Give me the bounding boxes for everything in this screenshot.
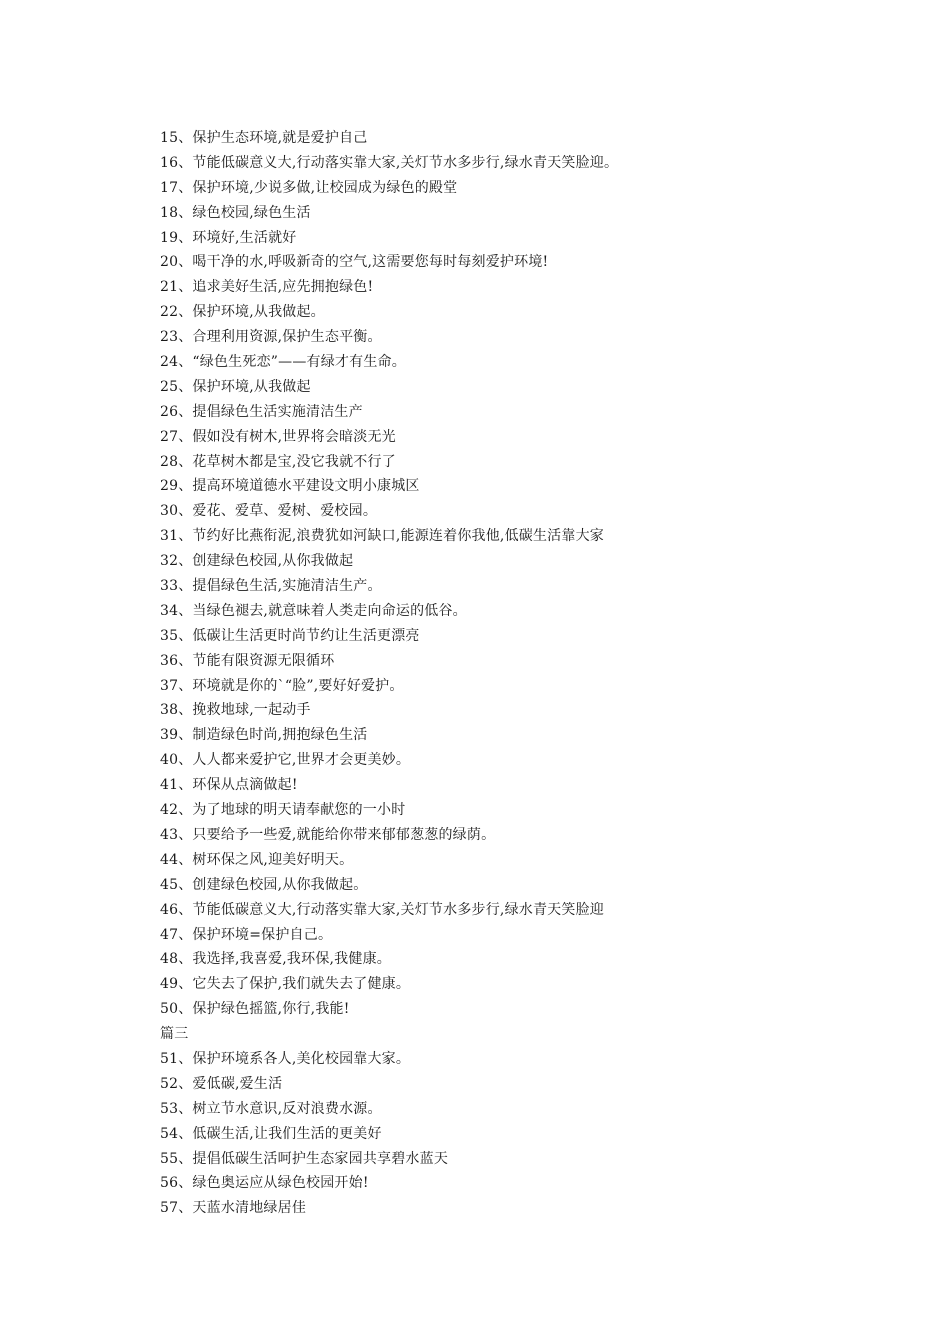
text-line: 39、制造绿色时尚,拥抱绿色生活 — [160, 727, 368, 744]
text-line: 15、保护生态环境,就是爱护自己 — [160, 130, 368, 146]
text-line: 28、花草树木都是宝,没它我就不行了 — [160, 453, 396, 470]
text-line: 45、创建绿色校园,从你我做起。 — [160, 876, 368, 893]
slogan-list — [160, 126, 880, 1221]
text-line: 56、绿色奥运应从绿色校园开始! — [160, 1175, 369, 1192]
text-line: 50、保护绿色摇篮,你行,我能! — [160, 1001, 350, 1018]
text-line: 34、当绿色褪去,就意味着人类走向命运的低谷。 — [160, 602, 467, 619]
text-line: 54、低碳生活,让我们生活的更美好 — [160, 1125, 382, 1142]
text-line: 20、喝干净的水,呼吸新奇的空气,这需要您每时每刻爱护环境! — [160, 254, 549, 271]
text-line: 41、环保从点滴做起! — [160, 777, 298, 794]
text-line: 55、提倡低碳生活呵护生态家园共享碧水蓝天 — [160, 1150, 449, 1167]
section-heading: 篇三 — [160, 1026, 189, 1043]
text-line: 29、提高环境道德水平建设文明小康城区 — [160, 478, 420, 495]
text-line: 18、绿色校园,绿色生活 — [160, 204, 311, 221]
text-line: 30、爱花、爱草、爱树、爱校园。 — [160, 503, 378, 520]
text-line: 27、假如没有树木,世界将会暗淡无光 — [160, 428, 396, 445]
text-line: 38、挽救地球,一起动手 — [160, 702, 311, 719]
text-line: 23、合理利用资源,保护生态平衡。 — [160, 329, 382, 346]
text-line: 40、人人都来爱护它,世界才会更美妙。 — [160, 752, 411, 769]
text-line: 49、它失去了保护,我们就失去了健康。 — [160, 976, 411, 993]
text-line: 51、保护环境系各人,美化校园靠大家。 — [160, 1050, 411, 1067]
text-line: 32、创建绿色校园,从你我做起 — [160, 553, 354, 570]
text-line: 16、节能低碳意义大,行动落实靠大家,关灯节水多步行,绿水青天笑脸迎。 — [160, 154, 619, 171]
text-line: 43、只要给予一些爱,就能给你带来郁郁葱葱的绿荫。 — [160, 826, 496, 843]
text-line: 37、环境就是你的`“脸”,要好好爱护。 — [160, 677, 404, 694]
text-line: 53、树立节水意识,反对浪费水源。 — [160, 1100, 382, 1117]
text-line: 25、保护环境,从我做起 — [160, 378, 311, 395]
text-line: 26、提倡绿色生活实施清洁生产 — [160, 403, 363, 420]
text-line: 17、保护环境,少说多做,让校园成为绿色的殿堂 — [160, 179, 458, 196]
text-line: 21、追求美好生活,应先拥抱绿色! — [160, 279, 374, 296]
text-line: 48、我选择,我喜爱,我环保,我健康。 — [160, 951, 391, 968]
text-line: 46、节能低碳意义大,行动落实靠大家,关灯节水多步行,绿水青天笑脸迎 — [160, 901, 604, 918]
text-line: 47、保护环境=保护自己。 — [160, 926, 333, 943]
text-line: 42、为了地球的明天请奉献您的一小时 — [160, 802, 406, 819]
text-line: 22、保护环境,从我做起。 — [160, 304, 325, 321]
text-line: 52、爱低碳,爱生活 — [160, 1075, 283, 1092]
text-line: 44、树环保之风,迎美好明天。 — [160, 851, 354, 868]
text-line: 33、提倡绿色生活,实施清洁生产。 — [160, 578, 382, 595]
text-line: 19、环境好,生活就好 — [160, 229, 297, 246]
text-line: 36、节能有限资源无限循环 — [160, 652, 335, 669]
text-line: 31、节约好比燕衔泥,浪费犹如河缺口,能源连着你我他,低碳生活靠大家 — [160, 528, 604, 545]
text-line: 35、低碳让生活更时尚节约让生活更漂亮 — [160, 627, 420, 644]
text-line: 24、“绿色生死恋”——有绿才有生命。 — [160, 354, 406, 371]
text-line: 57、天蓝水清地绿居佳 — [160, 1200, 307, 1217]
